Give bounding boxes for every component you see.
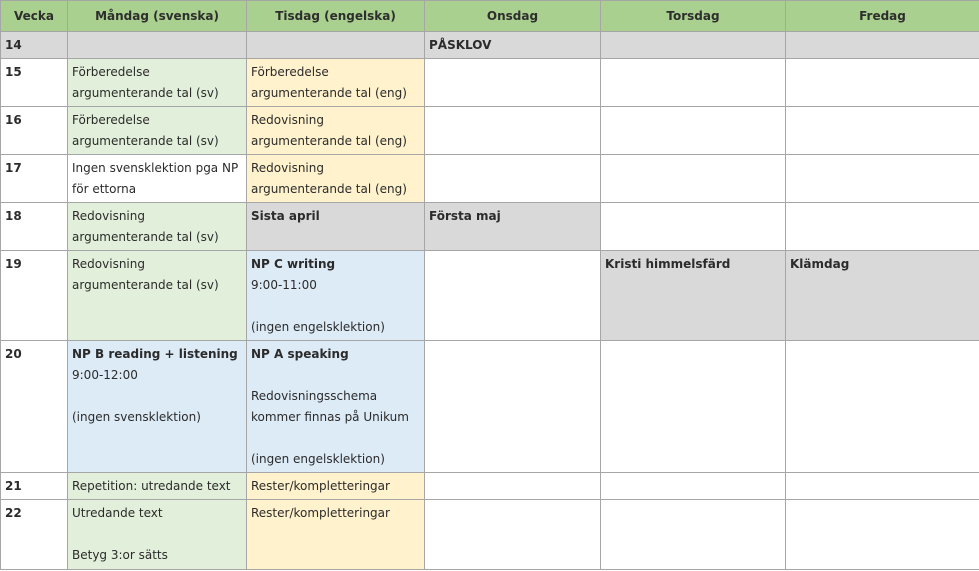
wednesday-cell: PÅSKLOV	[425, 32, 601, 59]
thursday-cell	[601, 32, 786, 59]
table-row	[1, 155, 979, 203]
friday-cell	[786, 203, 979, 251]
week-cell: 22	[1, 500, 68, 570]
tuesday-cell: Förberedelse argumenterande tal (eng)	[247, 59, 425, 107]
week-cell: 17	[1, 155, 68, 203]
thursday-cell	[601, 473, 786, 500]
wednesday-cell	[425, 155, 601, 203]
monday-cell: Förberedelse argumenterande tal (sv)	[68, 59, 247, 107]
friday-cell	[786, 341, 979, 473]
wednesday-cell	[425, 107, 601, 155]
friday-cell	[786, 500, 979, 570]
tuesday-cell: Rester/kompletteringar	[247, 473, 425, 500]
monday-cell: Redovisning argumenterande tal (sv)	[68, 203, 247, 251]
tuesday-cell	[247, 32, 425, 59]
header-torsdag: Torsdag	[601, 1, 786, 32]
friday-cell	[786, 107, 979, 155]
week-cell: 14	[1, 32, 68, 59]
friday-cell	[786, 155, 979, 203]
header-onsdag: Onsdag	[425, 1, 601, 32]
table-row	[1, 107, 979, 155]
monday-cell: NP B reading + listening 9:00-12:00 (ingen svensklektion)	[68, 341, 247, 473]
thursday-cell	[601, 107, 786, 155]
thursday-cell	[601, 59, 786, 107]
monday-cell: Förberedelse argumenterande tal (sv)	[68, 107, 247, 155]
wednesday-cell	[425, 59, 601, 107]
monday-cell: Redovisning argumenterande tal (sv)	[68, 251, 247, 341]
week-cell: 15	[1, 59, 68, 107]
header-row	[1, 1, 979, 32]
wednesday-cell	[425, 251, 601, 341]
week-cell: 21	[1, 473, 68, 500]
friday-cell: Klämdag	[786, 251, 979, 341]
table-row	[1, 203, 979, 251]
thursday-cell	[601, 203, 786, 251]
table-row	[1, 251, 979, 341]
monday-cell: Repetition: utredande text	[68, 473, 247, 500]
friday-cell	[786, 32, 979, 59]
wednesday-cell: Första maj	[425, 203, 601, 251]
table-row	[1, 341, 979, 473]
thursday-cell	[601, 500, 786, 570]
tuesday-cell: Redovisning argumenterande tal (eng)	[247, 155, 425, 203]
tuesday-cell: Sista april	[247, 203, 425, 251]
table-row	[1, 32, 979, 59]
week-cell: 20	[1, 341, 68, 473]
week-cell: 16	[1, 107, 68, 155]
week-cell: 19	[1, 251, 68, 341]
tuesday-cell: Redovisning argumenterande tal (eng)	[247, 107, 425, 155]
table-row	[1, 59, 979, 107]
tuesday-cell: NP C writing 9:00-11:00 (ingen engelsklektion)	[247, 251, 425, 341]
thursday-cell	[601, 341, 786, 473]
thursday-cell	[601, 155, 786, 203]
tuesday-cell: Rester/kompletteringar	[247, 500, 425, 570]
header-vecka: Vecka	[1, 1, 68, 32]
friday-cell	[786, 473, 979, 500]
thursday-cell: Kristi himmelsfärd	[601, 251, 786, 341]
monday-cell: Ingen svensklektion pga NP för ettorna	[68, 155, 247, 203]
table-row	[1, 500, 979, 570]
week-cell: 18	[1, 203, 68, 251]
tuesday-cell: NP A speaking Redovisningsschema kommer finnas på Unikum (ingen engelsklektion)	[247, 341, 425, 473]
wednesday-cell	[425, 341, 601, 473]
monday-cell: Utredande text Betyg 3:or sätts	[68, 500, 247, 570]
wednesday-cell	[425, 473, 601, 500]
header-tisdag: Tisdag (engelska)	[247, 1, 425, 32]
table-row	[1, 473, 979, 500]
header-fredag: Fredag	[786, 1, 979, 32]
friday-cell	[786, 59, 979, 107]
monday-cell	[68, 32, 247, 59]
header-mandag: Måndag (svenska)	[68, 1, 247, 32]
wednesday-cell	[425, 500, 601, 570]
